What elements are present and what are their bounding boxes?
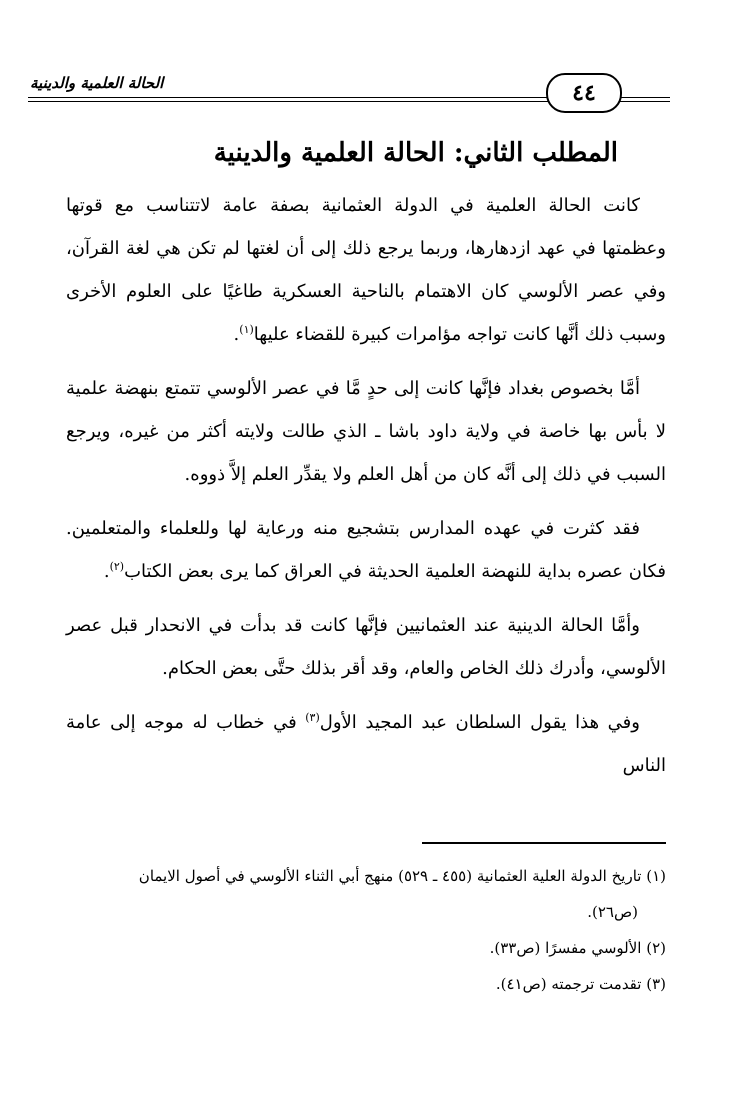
footnote-marker-2: (٢) xyxy=(109,560,125,573)
section-title: المطلب الثاني: الحالة العلمية والدينية xyxy=(213,138,618,168)
footnote-1-continuation: (ص٢٦). xyxy=(587,903,638,921)
paragraph-1: كانت الحالة العلمية في الدولة العثمانية بصفة عامة لاتتناسب مع قوتها وعظمتها في عهد ازدهارها، وربما يرجع ذلك إلى أن لغتها لم تكن هي لغة القرآن، وفي عصر الألوسي كان الاهتمام بالناحية العسكرية طاغيًا على العلوم الأخرى وسبب ذلك أنَّها كانت تواجه مؤامرات كبيرة للقضاء عليها$^{(١)}$. xyxy=(66,195,666,345)
footnote-3: (٣) تقدمت ترجمته (ص٤١). xyxy=(495,975,666,993)
paragraph-5: وفي هذا يقول السلطان عبد المجيد الأول$^{(٣)}$ في خطاب له موجه إلى عامة الناس xyxy=(66,711,666,776)
footnote-2: (٢) الألوسي مفسرًا (ص٣٣). xyxy=(489,939,666,957)
body-text xyxy=(66,184,666,787)
footnote-separator xyxy=(422,842,666,844)
footnote-marker-1: (١) xyxy=(239,323,254,336)
footnote-1: (١) تاريخ الدولة العلية العثمانية (٤٥٥ ـ ٥٢٩) منهج أبي الثناء الألوسي في أصول الايمان xyxy=(138,867,666,885)
footnotes xyxy=(66,858,666,1002)
paragraph-4: وأمَّا الحالة الدينية عند العثمانيين فإنَّها كانت قد بدأت في الانحدار قبل عصر الألوسي، وأدرك ذلك الخاص والعام، وقد أقر بذلك حتَّى بعض الحكام. xyxy=(66,615,666,679)
page-number-badge: ٤٤ xyxy=(546,73,622,113)
running-header xyxy=(28,70,670,116)
running-title: الحالة العلمية والدينية xyxy=(30,74,164,92)
paragraph-3: فقد كثرت في عهده المدارس بتشجيع منه ورعاية لها وللعلماء والمتعلمين. فكان عصره بداية للنهضة العلمية الحديثة في العراق كما يرى بعض الكتاب$^{(٢)}$. xyxy=(66,518,666,582)
footnote-marker-3: (٣) xyxy=(305,711,320,724)
paragraph-2: أمَّا بخصوص بغداد فإنَّها كانت إلى حدٍ مَّا في عصر الألوسي تتمتع بنهضة علمية لا بأس بها خاصة في ولاية داود باشا ـ الذي طالت ولايته أكثر من غيره، ويرجع السبب في ذلك إلى أنَّه كان من أهل العلم ولا يقدِّر العلم إلاَّ ذووه. xyxy=(66,378,666,485)
